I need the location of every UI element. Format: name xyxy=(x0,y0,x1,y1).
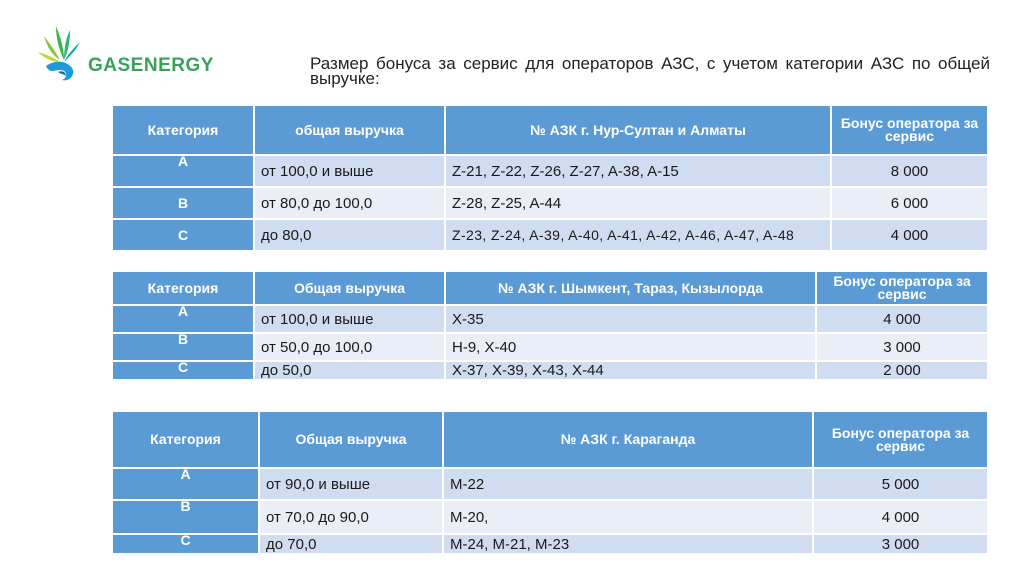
category-cell: A xyxy=(113,306,253,332)
table-row xyxy=(113,535,987,553)
bonus-table-karaganda xyxy=(111,410,989,555)
table-header-row xyxy=(113,106,987,154)
revenue-cell: от 100,0 и выше xyxy=(255,306,444,332)
header-stations: № АЗК г. Шымкент, Тараз, Кызылорда xyxy=(446,272,815,304)
bonus-cell: 5 000 xyxy=(814,469,987,499)
stations-cell: Z-23, Z-24, A-39, A-40, A-41, A-42, A-46, A-47, A-48 xyxy=(446,220,830,250)
bonus-cell: 3 000 xyxy=(817,334,987,360)
revenue-cell: до 70,0 xyxy=(260,535,442,553)
header-revenue: общая выручка xyxy=(255,106,444,154)
table-row xyxy=(113,220,987,250)
table-row xyxy=(113,188,987,218)
stations-cell: M-24, M-21, M-23 xyxy=(444,535,812,553)
header-category: Категория xyxy=(113,272,253,304)
page-title: Размер бонуса за сервис для операторов АЗС, с учетом категории АЗС по общей выручке: xyxy=(310,54,990,88)
revenue-cell: от 80,0 до 100,0 xyxy=(255,188,444,218)
category-cell: C xyxy=(113,535,258,553)
table-row xyxy=(113,501,987,533)
header-stations: № АЗК г. Нур-Султан и Алматы xyxy=(446,106,830,154)
stations-cell: X-37, X-39, X-43, X-44 xyxy=(446,362,815,379)
table-row xyxy=(113,334,987,360)
header-category: Категория xyxy=(113,412,258,467)
header-category: Категория xyxy=(113,106,253,154)
header-bonus: Бонус оператора за сервис xyxy=(814,412,987,467)
category-cell: C xyxy=(113,220,253,250)
revenue-cell: от 50,0 до 100,0 xyxy=(255,334,444,360)
revenue-cell: от 70,0 до 90,0 xyxy=(260,501,442,533)
stations-cell: M-20, xyxy=(444,501,812,533)
revenue-cell: от 100,0 и выше xyxy=(255,156,444,186)
table-row xyxy=(113,156,987,186)
bonus-cell: 6 000 xyxy=(832,188,987,218)
category-cell: B xyxy=(113,334,253,360)
bonus-cell: 4 000 xyxy=(817,306,987,332)
header-revenue: Общая выручка xyxy=(260,412,442,467)
category-cell: C xyxy=(113,362,253,379)
table-row xyxy=(113,306,987,332)
revenue-cell: от 90,0 и выше xyxy=(260,469,442,499)
bonus-table-nur-sultan-almaty xyxy=(111,104,989,252)
header-bonus: Бонус оператора за сервис xyxy=(832,106,987,154)
bonus-table-shymkent-taraz-kyzylorda xyxy=(111,270,989,381)
category-cell: A xyxy=(113,469,258,499)
bonus-cell: 4 000 xyxy=(814,501,987,533)
category-cell: B xyxy=(113,501,258,533)
revenue-cell: до 80,0 xyxy=(255,220,444,250)
leaf-flame-icon xyxy=(36,26,92,86)
table-row xyxy=(113,469,987,499)
bonus-cell: 3 000 xyxy=(814,535,987,553)
header-stations: № АЗК г. Караганда xyxy=(444,412,812,467)
brand-logo xyxy=(36,26,226,86)
table-row xyxy=(113,362,987,379)
bonus-cell: 4 000 xyxy=(832,220,987,250)
table-header-row xyxy=(113,272,987,304)
brand-name: GASENERGY xyxy=(88,55,214,76)
stations-cell: X-35 xyxy=(446,306,815,332)
category-cell: A xyxy=(113,156,253,186)
header-bonus: Бонус оператора за сервис xyxy=(817,272,987,304)
bonus-cell: 8 000 xyxy=(832,156,987,186)
stations-cell: Z-21, Z-22, Z-26, Z-27, A-38, A-15 xyxy=(446,156,830,186)
header-revenue: Общая выручка xyxy=(255,272,444,304)
category-cell: B xyxy=(113,188,253,218)
stations-cell: Z-28, Z-25, A-44 xyxy=(446,188,830,218)
revenue-cell: до 50,0 xyxy=(255,362,444,379)
stations-cell: M-22 xyxy=(444,469,812,499)
table-header-row xyxy=(113,412,987,467)
stations-cell: H-9, X-40 xyxy=(446,334,815,360)
bonus-cell: 2 000 xyxy=(817,362,987,379)
